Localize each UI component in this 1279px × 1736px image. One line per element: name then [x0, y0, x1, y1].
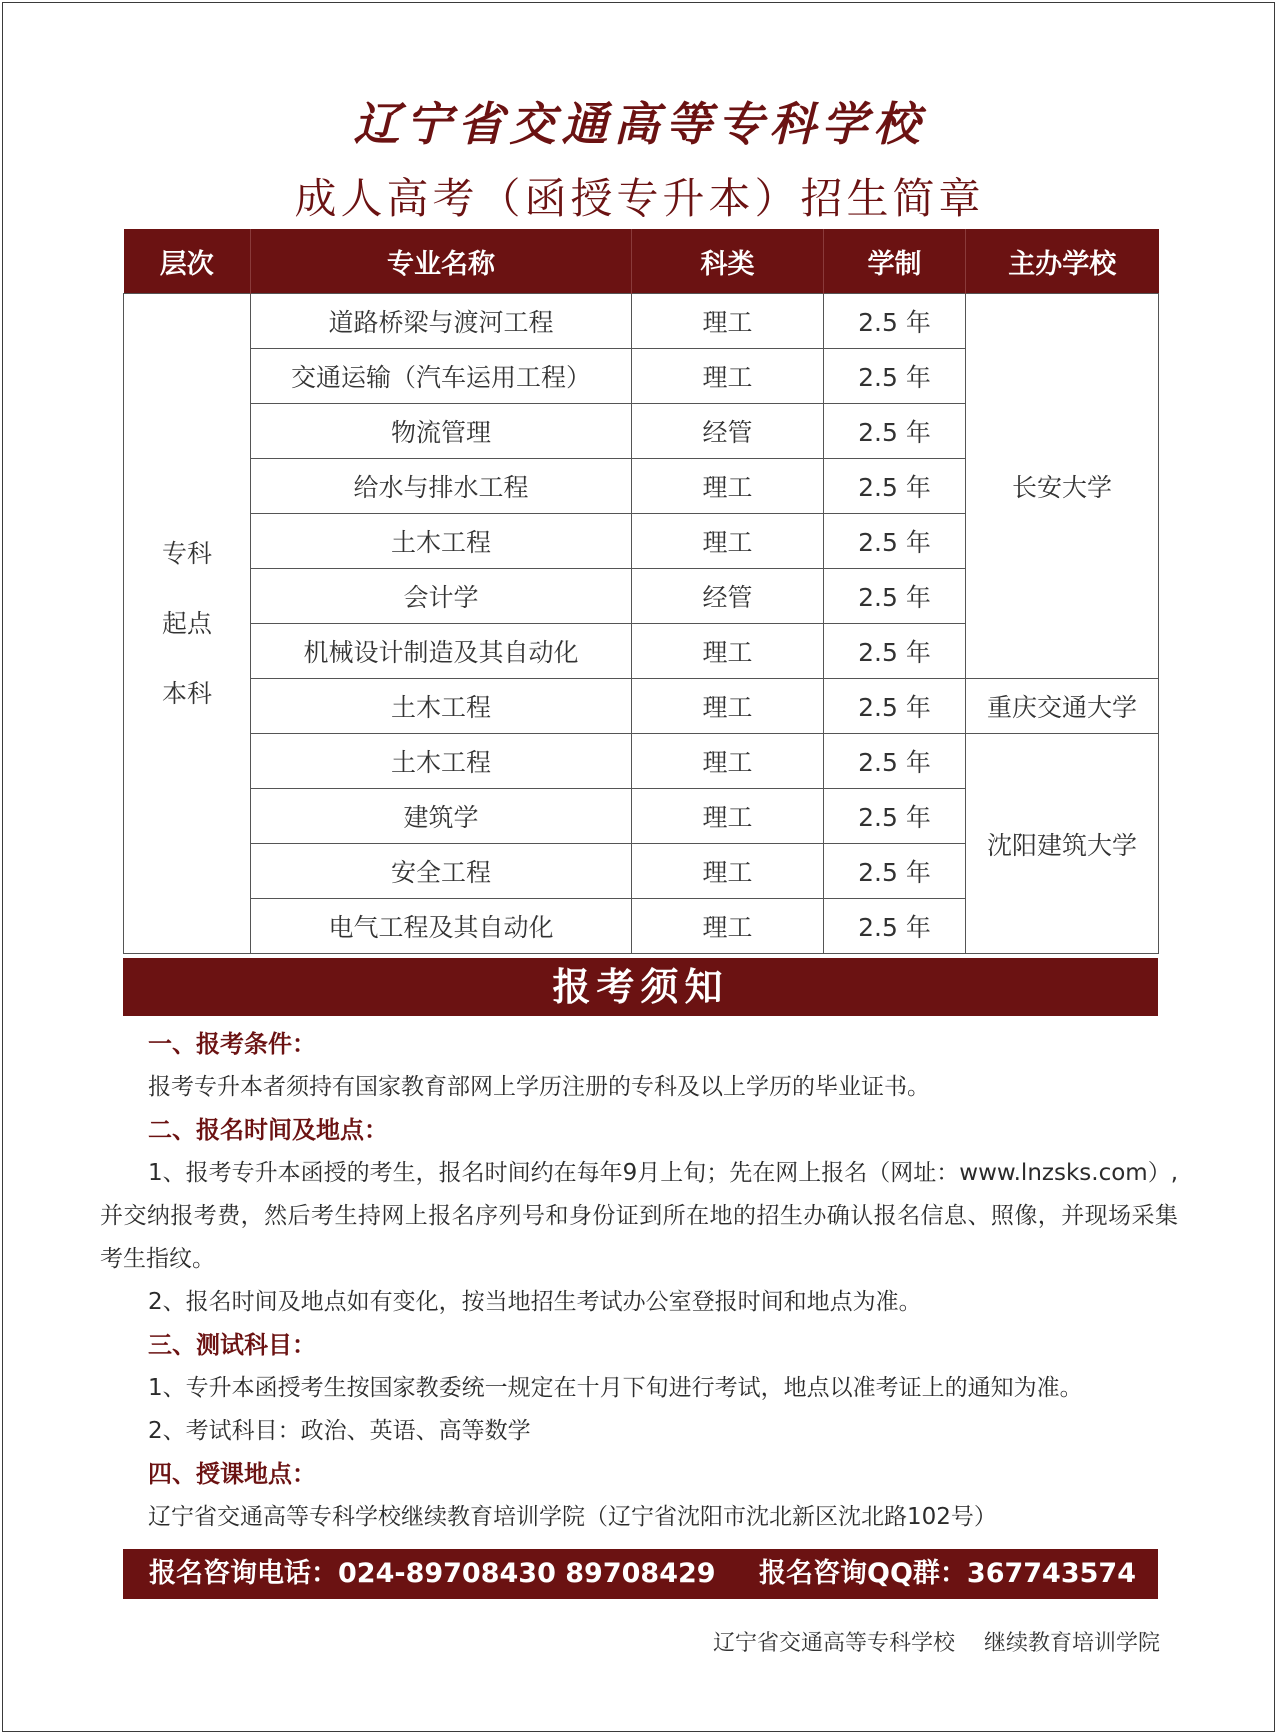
footer — [700, 1626, 1160, 1657]
level-line: 本科 — [161, 678, 212, 708]
major-cell: 给水与排水工程 — [251, 459, 632, 514]
category-cell: 理工 — [632, 349, 824, 404]
major-cell: 物流管理 — [251, 404, 632, 459]
page-title: 成人高考（函授专升本）招生简章 — [294, 174, 985, 223]
school-cell: 重庆交通大学 — [966, 679, 1159, 734]
category-cell: 理工 — [632, 734, 824, 789]
column-header-school: 主办学校 — [966, 229, 1159, 294]
duration-cell: 2.5 年 — [824, 844, 966, 899]
registration-paragraph-1: 1、报考专升本函授的考生，报名时间约在每年9月上旬；先在网上报名（网址：www.lnzsks.com）,并交纳报考费，然后考生持网上报名序列号和身份证到所在地的招生办确认报名信息、照像，并现场采集考生指纹。 — [100, 1160, 1178, 1272]
column-header-level: 层次 — [124, 229, 251, 294]
duration-cell: 2.5 年 — [824, 624, 966, 679]
major-cell: 机械设计制造及其自动化 — [251, 624, 632, 679]
category-cell: 理工 — [632, 459, 824, 514]
major-cell: 道路桥梁与渡河工程 — [251, 294, 632, 349]
duration-cell: 2.5 年 — [824, 899, 966, 954]
school-cell: 沈阳建筑大学 — [966, 734, 1159, 954]
category-cell: 理工 — [632, 679, 824, 734]
level-cell — [124, 294, 251, 954]
major-cell: 土木工程 — [251, 734, 632, 789]
category-cell: 理工 — [632, 514, 824, 569]
notice-section-title: 报考须知 — [123, 958, 1158, 1016]
category-cell: 经管 — [632, 404, 824, 459]
table-row — [124, 679, 1159, 734]
category-cell: 理工 — [632, 294, 824, 349]
category-cell: 理工 — [632, 844, 824, 899]
column-header-duration: 学制 — [824, 229, 966, 294]
category-cell: 理工 — [632, 899, 824, 954]
location-text: 辽宁省交通高等专科学校继续教育培训学院（辽宁省沈阳市沈北新区沈北路102号） — [148, 1504, 997, 1530]
school-name-calligraphy: 辽宁省交通高等专科学校 — [353, 97, 926, 151]
section-heading-location: 四、授课地点： — [148, 1460, 316, 1488]
level-line: 起点 — [161, 608, 212, 638]
major-cell: 交通运输（汽车运用工程） — [251, 349, 632, 404]
notice-body — [100, 1023, 1178, 1539]
major-cell: 电气工程及其自动化 — [251, 899, 632, 954]
duration-cell: 2.5 年 — [824, 569, 966, 624]
duration-cell: 2.5 年 — [824, 734, 966, 789]
column-header-category: 科类 — [632, 229, 824, 294]
major-cell: 土木工程 — [251, 679, 632, 734]
level-line: 专科 — [161, 538, 212, 568]
footer-school: 辽宁省交通高等专科学校 — [712, 1631, 955, 1656]
major-cell: 会计学 — [251, 569, 632, 624]
table-row — [124, 294, 1159, 349]
duration-cell: 2.5 年 — [824, 679, 966, 734]
duration-cell: 2.5 年 — [824, 459, 966, 514]
majors-table — [123, 229, 1159, 954]
duration-cell: 2.5 年 — [824, 789, 966, 844]
exam-paragraph-1: 1、专升本函授考生按国家教委统一规定在十月下旬进行考试，地点以准考证上的通知为准。 — [148, 1375, 1083, 1401]
section-heading-requirements: 一、报考条件： — [148, 1030, 316, 1058]
duration-cell: 2.5 年 — [824, 514, 966, 569]
school-cell: 长安大学 — [966, 294, 1159, 679]
registration-paragraph-2: 2、报名时间及地点如有变化，按当地招生考试办公室登报时间和地点为准。 — [148, 1289, 922, 1315]
duration-cell: 2.5 年 — [824, 349, 966, 404]
section-heading-registration: 二、报名时间及地点： — [148, 1116, 388, 1144]
requirements-text: 报考专升本者须持有国家教育部网上学历注册的专科及以上学历的毕业证书。 — [148, 1074, 930, 1100]
footer-college: 继续教育培训学院 — [983, 1631, 1160, 1656]
category-cell: 理工 — [632, 624, 824, 679]
category-cell: 理工 — [632, 789, 824, 844]
exam-paragraph-2: 2、考试科目：政治、英语、高等数学 — [148, 1418, 531, 1444]
table-header-row — [124, 229, 1159, 294]
duration-cell: 2.5 年 — [824, 294, 966, 349]
major-cell: 安全工程 — [251, 844, 632, 899]
table-row — [124, 734, 1159, 789]
column-header-major: 专业名称 — [251, 229, 632, 294]
contact-phone: 报名咨询电话：024-89708430 89708429 — [149, 1558, 716, 1589]
major-cell: 土木工程 — [251, 514, 632, 569]
contact-qq-group: 报名咨询QQ群：367743574 — [759, 1558, 1136, 1589]
major-cell: 建筑学 — [251, 789, 632, 844]
category-cell: 经管 — [632, 569, 824, 624]
duration-cell: 2.5 年 — [824, 404, 966, 459]
section-heading-exam-subjects: 三、测试科目： — [148, 1331, 316, 1359]
contact-bar — [123, 1549, 1158, 1599]
